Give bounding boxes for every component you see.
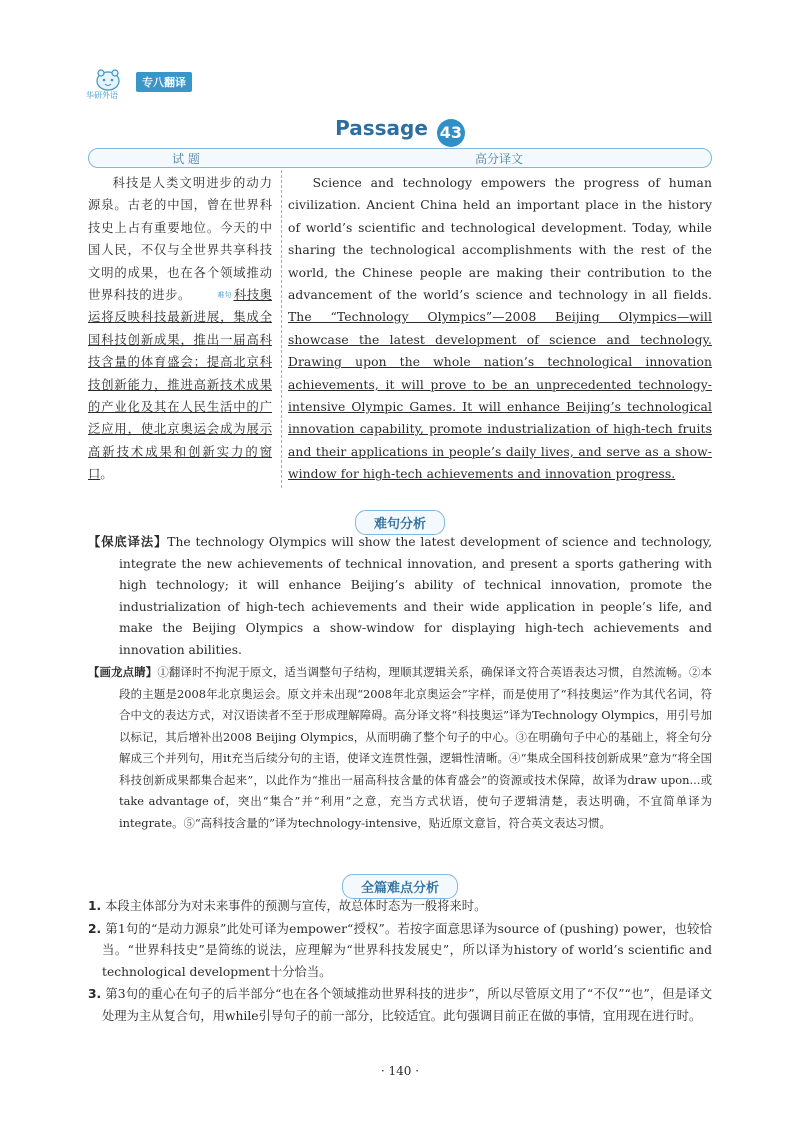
column-header-band (88, 148, 712, 168)
source-paragraph (88, 172, 272, 486)
source-text (88, 172, 272, 486)
source-text-end: 。 (100, 467, 113, 482)
list-item (88, 896, 712, 918)
translation-difficult-sentence: The “Technology Olympics”—2008 Beijing Olympics—will showcase the latest development of science and technology. Drawing upon the whole nation’s technological innovation achievements, it will prove to be an unprecedented technology-intensive Olympic Games. It will enhance Beijing’s technological innovation capability, promote industrialization of high-tech fruits and their applications in people’s daily lives, and serve as a show-window for high-tech achievements and innovation progress. (288, 310, 712, 482)
page-header (88, 62, 192, 102)
passage-label: Passage (335, 116, 428, 140)
list-item-text: 第1句的“是动力源泉”此处可译为empower“授权”。若按字面意思译为source of (pushing) power，也较恰当。“世界科技史”是简练的说法，应理解为“世界科技发展史”，所以译为history of world’s scientific and technological development十分恰当。 (102, 921, 712, 979)
list-item-number: 1. (88, 899, 102, 913)
basic-translation-label: 【保底译法】 (88, 535, 168, 549)
list-item-number: 2. (88, 921, 102, 936)
source-difficult-sentence: 科技奥运将反映科技最新进展，集成全国科技创新成果，推出一届高科技含量的体育盛会；提高北京科技创新能力，推进高新技术成果的产业化及其在人民生活中的广泛应用，使北京奥运会成为展示高新技术成果和创新实力的窗口 (88, 288, 272, 482)
analysis-title-text: 难句分析 (355, 510, 445, 535)
list-item-number: 3. (88, 987, 102, 1001)
translation-paragraph (288, 172, 712, 486)
basic-translation (88, 532, 712, 661)
translation-text-plain: Science and technology empowers the progress of human civilization. Ancient China held an important place in the history of world’s scientific and technological development. Today, while sharing the technological accomplishments with the rest of the world, the Chinese people are making their contribution to the advancement of the world’s science and technology in all fields. (288, 176, 712, 303)
page-number: · 140 · (380, 1064, 420, 1078)
difficult-sentence-marker: 难句 (217, 291, 232, 300)
mascot-icon (88, 66, 130, 92)
list-item (88, 919, 712, 984)
source-text-plain: 科技是人类文明进步的动力源泉。古老的中国，曾在世界科技史上占有重要地位。今天的中国人民，不仅与全世界共享科技文明的成果，也在各个领域推动世界科技的进步。 (88, 176, 272, 303)
list-item-text: 本段主体部分为对未来事件的预测与宣传，故总体时态为一般将来时。 (105, 899, 487, 913)
source-column-heading: 试 题 (172, 152, 200, 166)
passage-title (0, 116, 800, 147)
publisher-logo (88, 66, 130, 102)
column-divider (281, 170, 282, 488)
translation-column-heading: 高分译文 (474, 152, 523, 166)
passage-number: 43 (437, 119, 465, 147)
logo-text: 华研外语 (86, 91, 118, 100)
basic-translation-block (88, 532, 712, 661)
overall-difficulty-list (88, 896, 712, 1028)
translation-text (288, 172, 712, 486)
series-badge: 专八翻译 (136, 72, 192, 92)
key-notes (88, 662, 712, 834)
basic-translation-text: The technology Olympics will show the latest development of science and technology, integrate the new achievements of technical innovation, and present a sports gathering with high technology; it will enhance Beijing’s ability of technical innovation, promote the industrialization of high-tech achievements and their wide application in people’s life, and make the Beijing Olympics a show-window for displaying high-tech achievements and innovation abilities. (119, 535, 712, 657)
overall-title-text: 全篇难点分析 (342, 874, 458, 899)
list-item (88, 984, 712, 1027)
list-item-text: 第3句的重心在句子的后半部分“也在各个领域推动世界科技的进步”，所以尽管原文用了“不仅”“也”，但是译文处理为主从复合句，用while引导句子的前一部分，比较适宜。此句强调目前正在做的事情，宜用现在进行时。 (102, 987, 712, 1023)
key-notes-text: ①翻译时不拘泥于原文，适当调整句子结构，理顺其逻辑关系，确保译文符合英语表达习惯，自然流畅。②本段的主题是2008年北京奥运会。原文并未出现“2008年北京奥运会”字样，而是使用了“科技奥运”作为其代名词，符合中文的表达方式，对汉语读者不至于形成理解障碍。高分译文将“科技奥运”译为Technology Olympics，用引号加以标记，其后增补出2008 Beijing Olympics，从而明确了整个句子的中心。③在明确句子中心的基础上，将全句分解成三个并列句，用it充当后续分句的主语，使译文连贯性强，逻辑性清晰。④“集成全国科技创新成果”意为“将全国科技创新成果都集合起来”，以此作为“推出一届高科技含量的体育盛会”的资源或技术保障，故译为draw upon...或take advantage of，突出“集合”并“利用”之意，充当方式状语，使句子逻辑清楚，表达明确，不宜简单译为integrate。⑤“高科技含量的”译为technology-intensive，贴近原文意旨，符合英文表达习惯。 (119, 665, 712, 830)
key-notes-block (88, 662, 712, 834)
key-notes-label: 【画龙点睛】 (88, 665, 158, 679)
